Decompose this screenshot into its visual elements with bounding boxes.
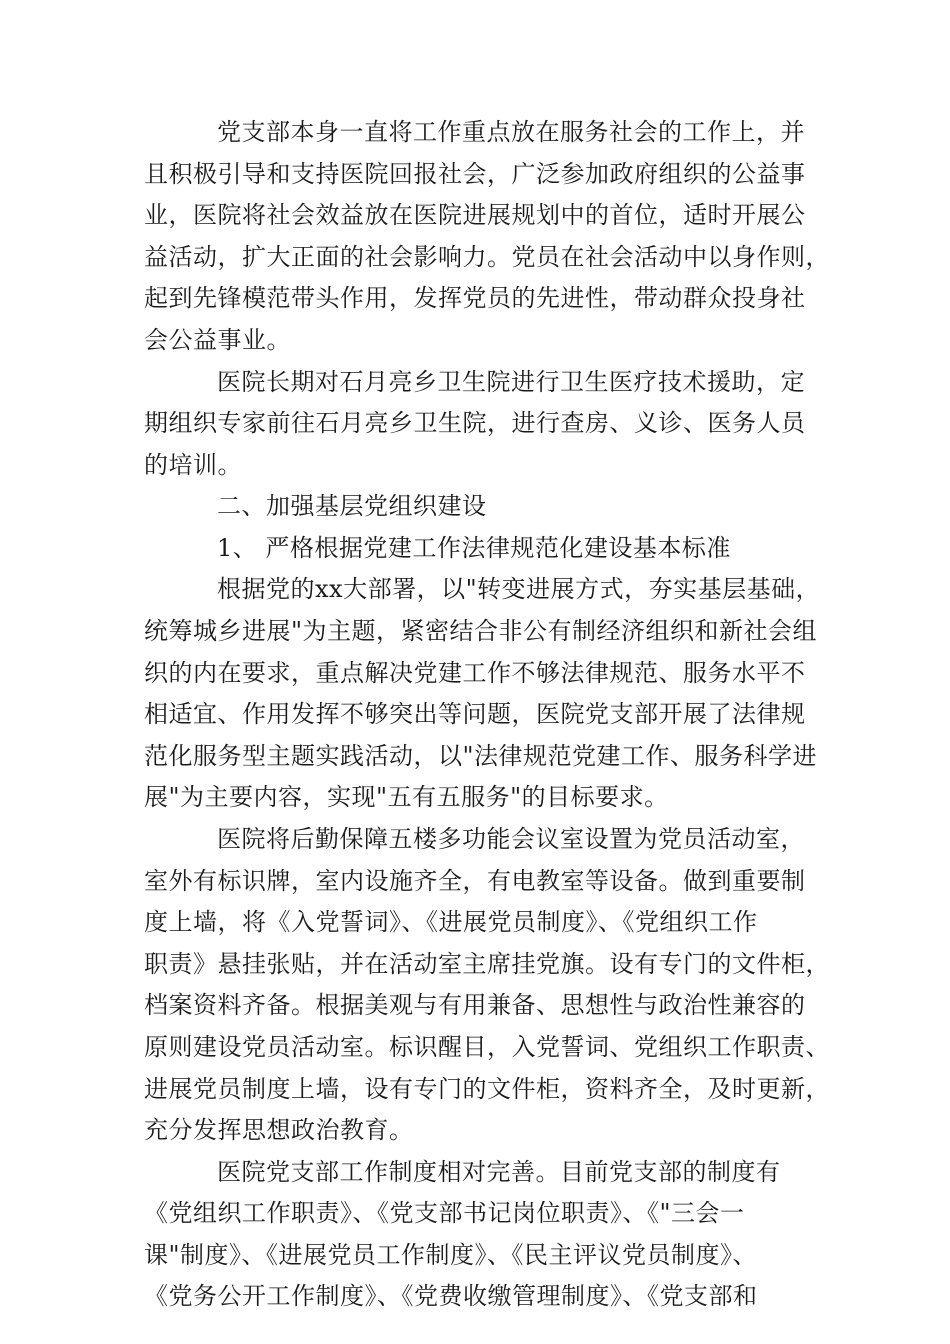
paragraph-line: 织的内在要求，重点解决党建工作不够法律规范、服务水平不 (144, 658, 806, 687)
paragraph-line: 档案资料齐备。根据美观与有用兼备、思想性与政治性兼容的 (144, 991, 806, 1020)
paragraph-line: 期组织专家前往石月亮乡卫生院，进行查房、义诊、医务人员 (144, 409, 806, 438)
paragraph-line: 度上墙，将《入党誓词》、《进展党员制度》、《党组织工作 (144, 908, 758, 937)
paragraph-line: 《党组织工作职责》、《党支部书记岗位职责》、《"三会一 (144, 1199, 745, 1228)
paragraph-line: 充分发挥思想政治教育。 (144, 1116, 414, 1145)
paragraph-line: 医院将后勤保障五楼多功能会议室设置为党员活动室， (217, 825, 805, 853)
paragraph-line: 业，医院将社会效益放在医院进展规划中的首位，适时开展公 (144, 201, 806, 230)
paragraph-line: 相适宜、作用发挥不够突出等问题，医院党支部开展了法律规 (144, 700, 806, 729)
paragraph-line: 的培训。 (144, 450, 242, 479)
paragraph-line: 益活动，扩大正面的社会影响力。党员在社会活动中以身作则， (144, 242, 830, 271)
paragraph-line: 课"制度》、《进展党员工作制度》、《民主评议党员制度》、 (144, 1240, 758, 1269)
subsection-heading: 1、 严格根据党建工作法律规范化建设基本标准 (217, 533, 731, 562)
paragraph-line: 室外有标识牌，室内设施齐全，有电教室等设备。做到重要制 (144, 866, 806, 895)
paragraph-line: 医院党支部工作制度相对完善。目前党支部的制度有 (217, 1157, 781, 1186)
paragraph-line: 医院长期对石月亮乡卫生院进行卫生医疗技术援助，定 (217, 367, 805, 396)
paragraph-line: 原则建设党员活动室。标识醒目，入党誓词、党组织工作职责、 (144, 1032, 830, 1061)
paragraph-line: 会公益事业。 (144, 325, 291, 354)
paragraph-line: 根据党的xx大部署，以"转变进展方式，夯实基层基础， (217, 575, 821, 604)
paragraph-line: 展"为主要内容，实现"五有五服务"的目标要求。 (144, 783, 669, 812)
paragraph-line: 进展党员制度上墙，设有专门的文件柜，资料齐全，及时更新， (144, 1074, 830, 1103)
paragraph-line: 党支部本身一直将工作重点放在服务社会的工作上，并 (217, 118, 805, 146)
paragraph-line: 起到先锋模范带头作用，发挥党员的先进性，带动群众投身社 (144, 284, 806, 313)
paragraph-line: 职责》悬挂张贴，并在活动室主席挂党旗。设有专门的文件柜， (144, 949, 830, 978)
paragraph-line: 《党务公开工作制度》、《党费收缴管理制度》、《党支部和 (144, 1282, 758, 1311)
paragraph-line: 且积极引导和支持医院回报社会，广泛参加政府组织的公益事 (144, 159, 806, 188)
paragraph-line: 统筹城乡进展"为主题，紧密结合非公有制经济组织和新社会组 (144, 617, 818, 645)
paragraph-line: 范化服务型主题实践活动，以"法律规范党建工作、服务科学进 (144, 741, 818, 770)
section-heading: 二、加强基层党组织建设 (217, 492, 487, 521)
